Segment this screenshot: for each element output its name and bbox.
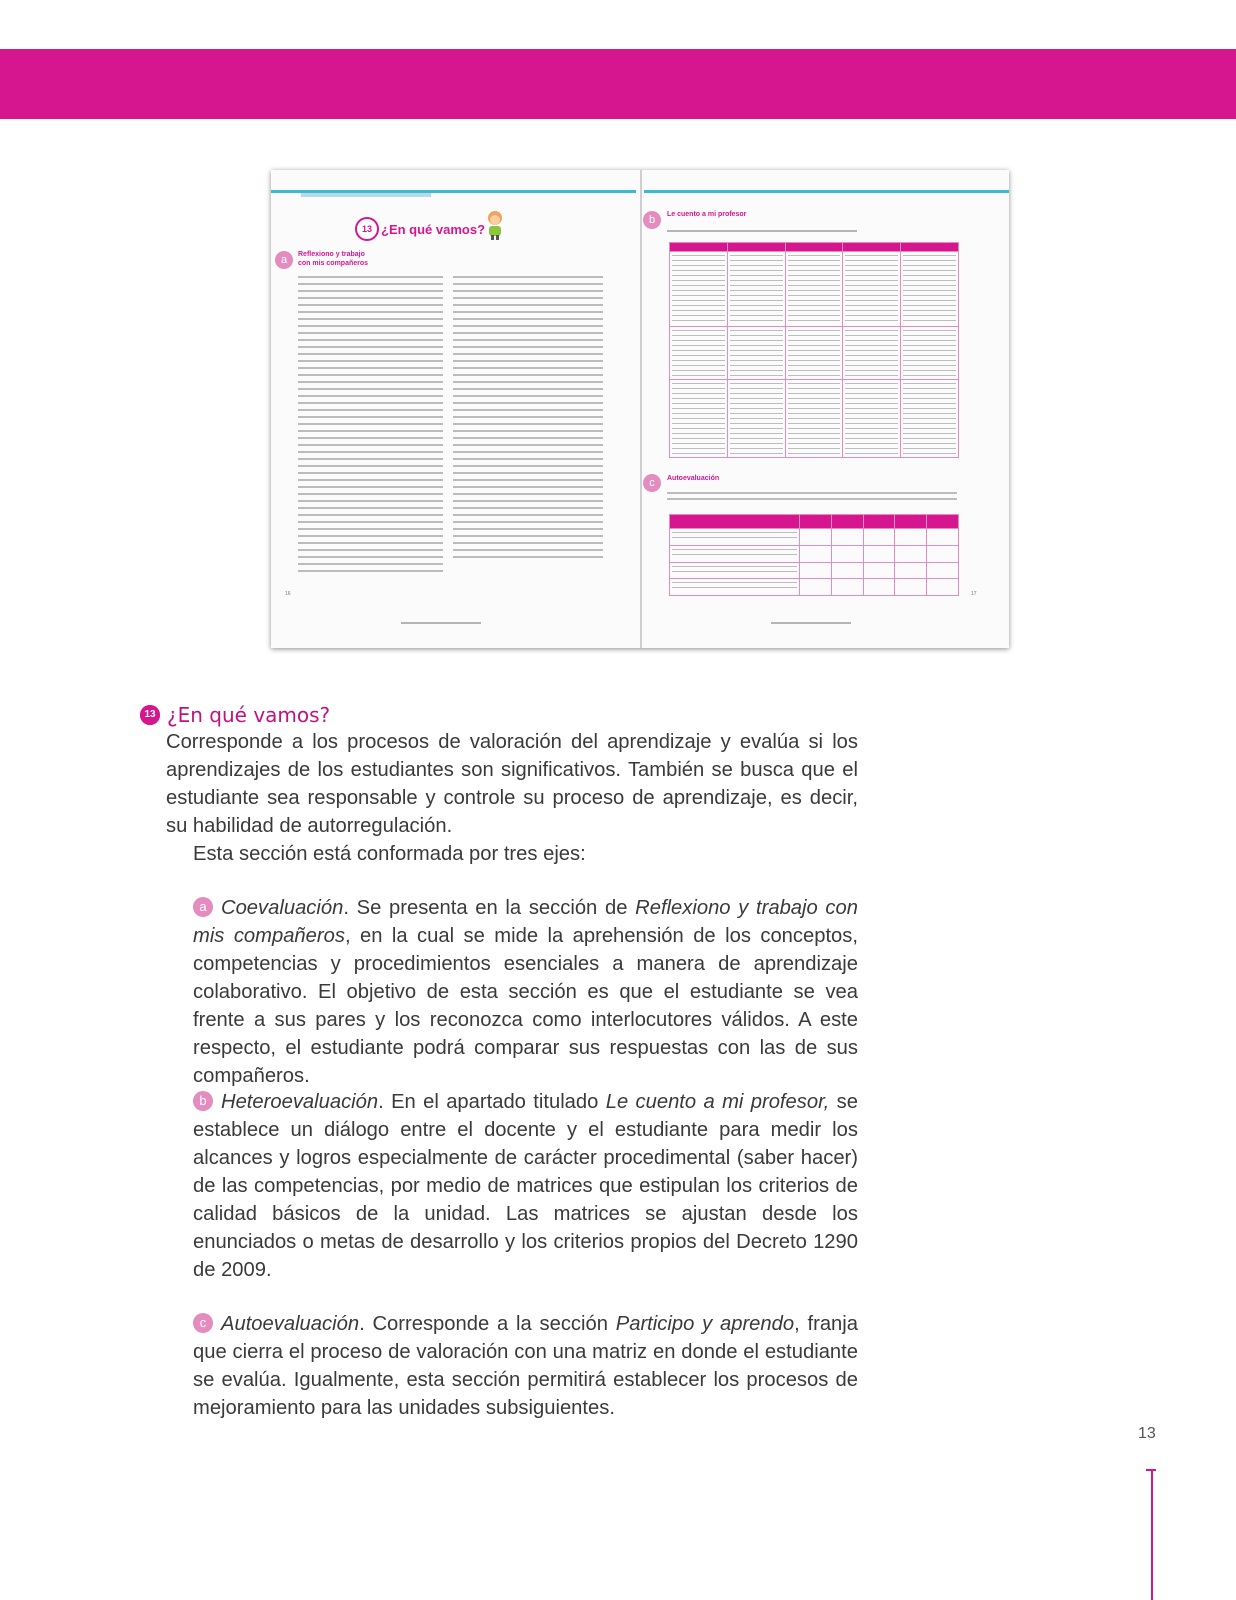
autoevaluacion-text-1: . Corresponde a la sección bbox=[359, 1313, 616, 1335]
page-number: 13 bbox=[1138, 1425, 1156, 1442]
heteroevaluacion-term: Heteroevaluación bbox=[221, 1091, 379, 1113]
coevaluacion-section-ref: Reflexiono y trabajo con mis compañeros bbox=[193, 897, 858, 947]
autoevaluacion-term: Autoevaluación bbox=[221, 1313, 360, 1335]
coevaluacion-text-2: , en la cual se mide la aprehensión de los conceptos, competencias y procedimientos esenciales a manera de aprendizaje colaborativo. El objetivo de esta sección es que el estudiante se vea frente a sus pares y los reconozca como interlocutores válidos. A este respecto, el estudiante podrá comparar sus respuestas con las de sus compañeros. bbox=[193, 925, 858, 1087]
right-header-line bbox=[644, 190, 1009, 193]
badge-a: a bbox=[193, 897, 213, 917]
spread-left-title: ¿En qué vamos? bbox=[381, 222, 486, 237]
section-heading bbox=[140, 703, 330, 727]
top-color-band bbox=[0, 49, 1236, 119]
spread-self-eval-table bbox=[669, 514, 959, 596]
spread-sub-a-title-1: Reflexiono y trabajo bbox=[298, 251, 365, 258]
spread-right-b-title: Le cuento a mi profesor bbox=[667, 211, 747, 218]
intro-paragraph: Corresponde a los procesos de valoración del aprendizaje y evalúa si los aprendizajes de los estudiantes son significativos. También se busca que el estudiante sea responsable y controle su proceso de aprendizaje, es decir, su habilidad de autorregulación. bbox=[166, 731, 858, 837]
left-header-text bbox=[301, 193, 431, 197]
section-title: ¿En qué vamos? bbox=[167, 703, 331, 727]
spread-rubric-table bbox=[669, 242, 959, 458]
margin-rule bbox=[1151, 1469, 1153, 1600]
badge-b: b bbox=[193, 1091, 213, 1111]
left-column-text-2 bbox=[453, 276, 603, 561]
coevaluacion-paragraph bbox=[193, 894, 858, 1090]
intro-axes-sentence: Esta sección está conformada por tres ejes: bbox=[193, 843, 586, 865]
left-column-text-1 bbox=[298, 276, 443, 576]
spread-badge-b: b bbox=[643, 211, 661, 229]
spread-section-number: 13 bbox=[355, 217, 379, 241]
spread-badge-c: c bbox=[643, 474, 661, 492]
section-number-badge: 13 bbox=[140, 705, 160, 725]
coevaluacion-term: Coevaluación bbox=[221, 897, 344, 919]
heteroevaluacion-paragraph bbox=[193, 1088, 858, 1284]
right-c-instruction bbox=[667, 492, 957, 501]
spread-left-page-num: 16 bbox=[285, 591, 291, 597]
badge-c: c bbox=[193, 1313, 213, 1333]
autoevaluacion-paragraph bbox=[193, 1310, 858, 1422]
spread-right-page-num: 17 bbox=[971, 591, 977, 597]
spread-fold bbox=[640, 170, 642, 648]
textbook-spread-thumbnail bbox=[271, 170, 1009, 648]
left-footer bbox=[401, 622, 481, 624]
heteroevaluacion-text-1: . En el apartado titulado bbox=[378, 1091, 606, 1113]
spread-badge-a: a bbox=[275, 251, 293, 269]
mascot-illustration bbox=[483, 210, 507, 240]
right-footer bbox=[771, 622, 851, 624]
autoevaluacion-section-ref: Participo y aprendo bbox=[615, 1313, 795, 1335]
heteroevaluacion-text-2: se establece un diálogo entre el docente y el estudiante para medir los alcances y logros especialmente de carácter procedimental (saber hacer) de las competencias, por medio de matrices que estipulan los criterios de calidad básicos de la unidad. Las matrices se ajustan desde los enunciados o metas de desarrollo y los criterios propios del Decreto 1290 de 2009. bbox=[193, 1091, 858, 1281]
autoevaluacion-text-2: , franja que cierra el proceso de valoración con una matriz en donde el estudiante se evalúa. Igualmente, esta sección permitirá establecer los procesos de mejoramiento para las unidades subsiguientes. bbox=[193, 1313, 858, 1419]
spread-sub-a-title-2: con mis compañeros bbox=[298, 260, 369, 267]
coevaluacion-text-1: . Se presenta en la sección de bbox=[343, 897, 636, 919]
right-b-instruction bbox=[667, 230, 857, 232]
spread-right-c-title: Autoevaluación bbox=[667, 475, 720, 482]
heteroevaluacion-section-ref: Le cuento a mi profesor, bbox=[605, 1091, 830, 1113]
